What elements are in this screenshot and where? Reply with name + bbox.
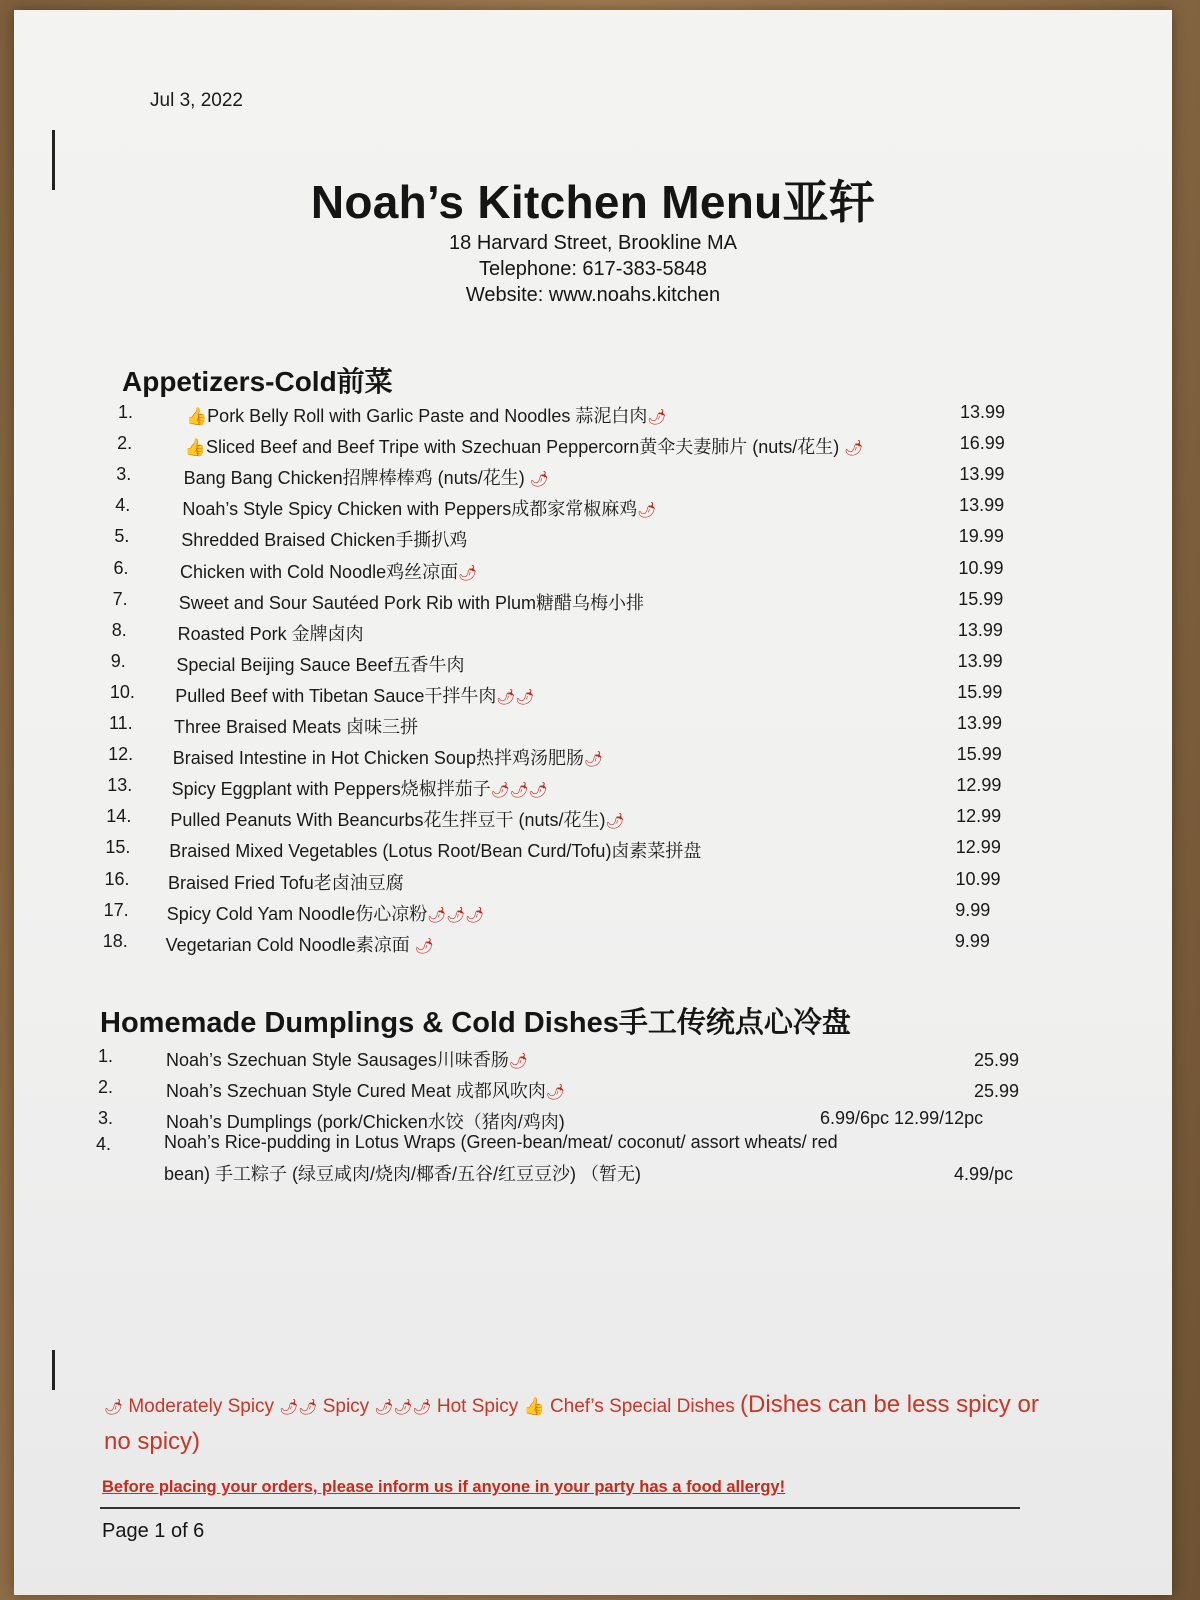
item-name (185, 433, 864, 459)
item-price: 13.99 (960, 402, 1006, 422)
item-number: 3. (98, 1108, 114, 1128)
item-number: 11. (109, 713, 133, 733)
legend-note: (Dishes can be less spicy or no spicy) (104, 1391, 1039, 1455)
chili-icon: 🌶🌶 (496, 688, 535, 706)
item-title: Noah’s Style Spicy Chicken with Peppers成都家常椒麻鸡 (182, 499, 638, 520)
item-name (184, 464, 549, 490)
item-name (182, 495, 656, 521)
menu-item (98, 1077, 1018, 1107)
item-name (175, 682, 534, 708)
chili-icon: 🌶 (414, 937, 434, 955)
item-name (172, 775, 548, 801)
item-price: 15.99 (957, 681, 1003, 702)
chili-icon: 🌶 (545, 1084, 565, 1101)
menu-page (14, 10, 1172, 1595)
chili-icon: 🌶 (647, 409, 667, 426)
item-title: Roasted Pork 金牌卤肉 (177, 623, 364, 644)
legend-moderate: Moderately Spicy (128, 1396, 275, 1417)
item-name (166, 1108, 565, 1134)
chili-icon: 🌶🌶🌶 (490, 782, 548, 800)
menu-item (115, 495, 1025, 525)
item-price: 9.99 (954, 930, 990, 951)
menu-item (105, 837, 1015, 867)
chili-icon: 🌶 (529, 471, 549, 489)
item-number: 4. (96, 1134, 112, 1154)
item-title: Braised Intestine in Hot Chicken Soup热拌鸡汤肥肠 (172, 748, 584, 769)
menu-item (96, 1132, 1016, 1192)
item-price: 13.99 (959, 464, 1005, 485)
item-title: Braised Mixed Vegetables (Lotus Root/Bean Curd/Tofu)卤素菜拼盘 (169, 841, 702, 862)
item-name (176, 651, 464, 677)
item-price: 15.99 (956, 744, 1002, 765)
item-title: Braised Fried Tofu老卤油豆腐 (168, 872, 404, 893)
website: Website: www.noahs.kitchen (465, 284, 721, 306)
item-title: Noah’s Szechuan Style Sausages川味香肠 (166, 1050, 509, 1070)
item-price: 12.99 (955, 837, 1001, 858)
menu-item (98, 1046, 1018, 1076)
item-number: 18. (102, 930, 128, 951)
thumbs-up-icon: 👍 (184, 438, 206, 458)
item-title: Bang Bang Chicken招牌棒棒鸡 (nuts/花生) (183, 468, 530, 489)
item-name (168, 869, 404, 895)
menu-item (112, 620, 1022, 650)
page-number: Page 1 of 6 (102, 1520, 205, 1542)
item-title: Three Braised Meats 卤味三拼 (174, 717, 419, 737)
item-name (174, 713, 418, 739)
menu-item (110, 682, 1020, 712)
menu-title: Noah’s Kitchen Menu亚轩 (310, 176, 876, 228)
item-price: 13.99 (957, 713, 1003, 733)
item-number: 1. (98, 1046, 114, 1066)
item-name (166, 1046, 528, 1072)
spice-legend (104, 1388, 1044, 1461)
chili-icon: 🌶 (605, 813, 625, 831)
item-number: 3. (116, 464, 132, 485)
item-price: 10.99 (955, 868, 1001, 889)
item-price: 13.99 (957, 650, 1003, 671)
menu-item (111, 651, 1021, 681)
item-name (166, 931, 434, 957)
item-number: 9. (110, 650, 126, 671)
menu-item (113, 589, 1023, 619)
item-title: Chicken with Cold Noodle鸡丝凉面 (180, 561, 459, 582)
divider (100, 1507, 1020, 1509)
item-number: 12. (108, 744, 134, 765)
menu-item (105, 869, 1015, 899)
item-title: Pulled Beef with Tibetan Sauce干拌牛肉 (175, 685, 497, 706)
menu-item (116, 464, 1026, 494)
legend-hot: Hot Spicy (436, 1396, 519, 1417)
item-title: Sliced Beef and Beef Tripe with Szechuan Peppercorn黄伞夫妻肺片 (nuts/花生) (205, 437, 845, 458)
item-name (170, 806, 624, 832)
thumbs-up-icon: 👍 (523, 1397, 545, 1416)
menu-item (103, 931, 1013, 961)
chili-icon: 🌶 (508, 1053, 528, 1070)
item-name (169, 837, 701, 863)
item-price: 4.99/pc (954, 1164, 1014, 1184)
menu-item (106, 806, 1016, 836)
menu-item (114, 558, 1024, 588)
item-number: 15. (105, 837, 131, 858)
chili-icon: 🌶🌶🌶 (374, 1399, 432, 1416)
item-title: Spicy Eggplant with Peppers烧椒拌茄子 (171, 779, 491, 800)
item-number: 13. (107, 775, 133, 796)
item-number: 10. (109, 681, 135, 702)
item-title: Noah’s Szechuan Style Cured Meat 成都风吹肉 (166, 1081, 546, 1101)
item-price: 13.99 (959, 495, 1005, 516)
menu-date: Jul 3, 2022 (150, 90, 243, 111)
item-name (180, 558, 477, 584)
item-price: 10.99 (958, 557, 1004, 578)
item-number: 7. (112, 588, 128, 609)
item-price: 12.99 (956, 775, 1002, 796)
menu-item (114, 526, 1024, 556)
item-number: 8. (111, 619, 127, 640)
item-number: 1. (118, 402, 134, 422)
item-name (179, 589, 644, 615)
item-title: Noah’s Dumplings (pork/Chicken水饺（猪肉/鸡肉) (166, 1112, 565, 1132)
section-title-appetizers: Appetizers-Cold前菜 (122, 366, 393, 397)
item-title: Sweet and Sour Sautéed Pork Rib with Plum糖醋乌梅小排 (178, 592, 644, 613)
item-number: 16. (104, 868, 130, 889)
item-title: bean) 手工粽子 (绿豆咸肉/烧肉/椰香/五谷/红豆豆沙) （暂无) (164, 1164, 642, 1184)
item-name (178, 620, 364, 646)
item-price: 25.99 (974, 1050, 1020, 1070)
item-number: 17. (103, 899, 129, 920)
address: 18 Harvard Street, Brookline MA (449, 232, 737, 254)
item-number: 5. (114, 526, 130, 547)
chili-icon: 🌶 (637, 502, 657, 520)
item-number: 2. (117, 433, 133, 454)
menu-item (108, 744, 1018, 774)
menu-item (118, 402, 1028, 432)
menu-item (104, 900, 1014, 930)
item-number: 4. (115, 495, 131, 516)
chili-icon: 🌶 (458, 564, 478, 582)
item-price: 9.99 (955, 899, 991, 920)
chili-icon: 🌶🌶🌶 (427, 906, 485, 924)
item-price: 15.99 (958, 588, 1004, 609)
item-title: Pork Belly Roll with Garlic Paste and Noodles 蒜泥白肉 (207, 406, 648, 426)
item-title: Pulled Peanuts With Beancurbs花生拌豆干 (nuts/花生) (170, 810, 606, 831)
item-name (167, 900, 485, 926)
item-title: Noah’s Rice-pudding in Lotus Wraps (Green-bean/meat/ coconut/ assort wheats/ red (164, 1132, 838, 1152)
menu-item (117, 433, 1027, 463)
legend-chef: Chef’s Special Dishes (549, 1396, 735, 1417)
item-title: Vegetarian Cold Noodle素凉面 (165, 934, 415, 955)
item-price: 6.99/6pc 12.99/12pc (820, 1108, 984, 1128)
item-title: Spicy Cold Yam Noodle伤心凉粉 (166, 903, 428, 924)
allergy-notice: Before placing your orders, please inform us if anyone in your party has a food allergy! (102, 1478, 786, 1496)
chili-icon: 🌶 (844, 440, 864, 458)
item-price: 19.99 (958, 526, 1004, 547)
item-number: 6. (113, 557, 129, 578)
item-number: 2. (98, 1077, 114, 1097)
item-name (173, 744, 603, 770)
chili-icon: 🌶 (583, 751, 603, 769)
section-title-dumplings: Homemade Dumplings & Cold Dishes手工传统点心冷盘 (100, 1007, 851, 1039)
item-title: Special Beijing Sauce Beef五香牛肉 (176, 654, 465, 675)
item-number: 14. (106, 806, 132, 827)
chili-icon: 🌶 (104, 1399, 124, 1416)
item-price: 25.99 (974, 1081, 1020, 1101)
item-title: Shredded Braised Chicken手撕扒鸡 (181, 530, 468, 551)
telephone: Telephone: 617-383-5848 (479, 258, 707, 280)
item-name (166, 1077, 565, 1103)
chili-icon: 🌶🌶 (279, 1399, 318, 1416)
item-name (186, 402, 666, 428)
item-price: 13.99 (957, 619, 1003, 640)
menu-item (109, 713, 1019, 743)
item-name (181, 526, 467, 552)
binding-mark (52, 1350, 55, 1390)
legend-spicy: Spicy (322, 1396, 370, 1417)
item-price: 12.99 (956, 806, 1002, 827)
item-price: 16.99 (959, 433, 1005, 454)
thumbs-up-icon: 👍 (186, 407, 208, 426)
menu-item (107, 775, 1017, 805)
